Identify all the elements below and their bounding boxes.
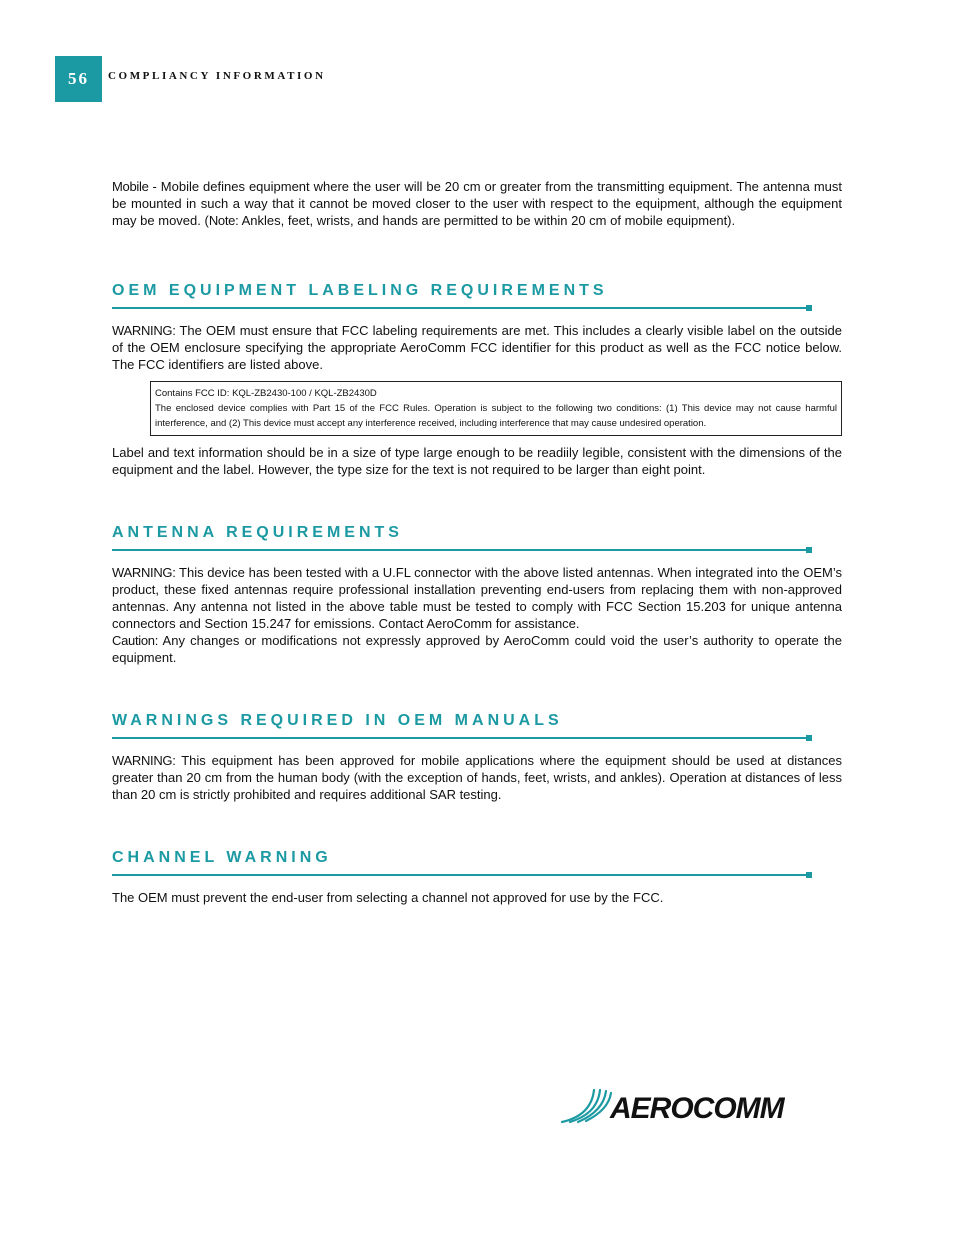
section-rule: [112, 307, 809, 309]
fcc-notice: The enclosed device complies with Part 15 of the FCC Rules. Operation is subject to the following two conditions: (1) This device may not cause harmful interference, and (2) This device must accept any interference received, including interference that may cause undesired operation.: [155, 403, 837, 429]
logo-wordmark: AEROCOMM: [610, 1092, 784, 1125]
section-rule: [112, 737, 809, 739]
section-rule: [112, 549, 809, 551]
section-rule: [112, 874, 809, 876]
warning-paragraph: [112, 752, 842, 803]
page-content: [112, 178, 842, 906]
warning-text: This equipment has been approved for mobile applications where the equipment should be used at distances greater than 20 cm from the human body (with the exception of hands, feet, wrists, and ankles). Operation at distances of less than 20 cm is strictly prohibited and requires additional SAR testing.: [112, 753, 842, 802]
note-text: : Ankles, feet, wrists, and hands are permitted to be within 20 cm of mobile equipment).: [235, 213, 736, 228]
running-title: COMPLIANCY INFORMATION: [108, 70, 326, 82]
warning-lead: WARNING:: [112, 565, 176, 580]
logo-swoosh-icon: [562, 1090, 611, 1122]
section-channel-warning: [112, 848, 842, 906]
fcc-id-line: Contains FCC ID: KQL-ZB2430-100 / KQL-ZB2430D: [155, 388, 377, 399]
caution-text: Any changes or modifications not expressly approved by AeroComm could void the user’s authority to operate the equipment.: [112, 633, 842, 665]
label-size-paragraph: Label and text information should be in a size of type large enough to be readiily legible, consistent with the dimensions of the equipment and the label. However, the type size for the text is not required to be larger than eight point.: [112, 445, 842, 477]
section-oem-labeling: [112, 281, 842, 478]
warning-paragraph: [112, 322, 842, 373]
page-number: 56: [68, 69, 89, 88]
section-title: ANTENNA REQUIREMENTS: [112, 524, 403, 541]
note-lead: Note: [208, 213, 236, 228]
warning-text: This device has been tested with a U.FL connector with the above listed antennas. When integrated into the OEM’s product, these fixed antennas require professional installation preventing end-users from replacing them with non-approved antennas. Any antenna not listed in the above table must be tested to comply with FCC Section 15.203 for unique antenna connectors and Section 15.247 for emissions. Contact AeroComm for assistance.: [112, 565, 842, 631]
warning-lead: WARNING:: [112, 323, 176, 338]
section-title: WARNINGS REQUIRED IN OEM MANUALS: [112, 712, 563, 729]
fcc-label-box: [150, 381, 842, 436]
mobile-definition: [112, 178, 842, 229]
aerocomm-logo: [560, 1084, 835, 1126]
warning-paragraph: [112, 564, 842, 632]
caution-paragraph: [112, 632, 842, 666]
warning-lead: WARNING:: [112, 753, 176, 768]
page-number-tab: [55, 56, 102, 102]
channel-warning-text: The OEM must prevent the end-user from selecting a channel not approved for use by the FCC.: [112, 890, 664, 905]
section-title: OEM EQUIPMENT LABELING REQUIREMENTS: [112, 282, 608, 299]
section-title: CHANNEL WARNING: [112, 849, 332, 866]
section-antenna-requirements: [112, 523, 842, 666]
warning-text: The OEM must ensure that FCC labeling requirements are met. This includes a clearly visible label on the outside of the OEM enclosure specifying the appropriate AeroComm FCC identifier for this product as well as the FCC notice below. The FCC identifiers are listed above.: [112, 323, 842, 372]
section-oem-manual-warnings: [112, 711, 842, 803]
mobile-text: - Mobile defines equipment where the user will be 20 cm or greater from the transmitting equipment. The antenna must be mounted in such a way that it cannot be moved closer to the user with respect to the equipment, although the equipment may be moved. (: [112, 179, 842, 228]
mobile-lead: Mobile: [112, 179, 149, 194]
caution-lead: Caution:: [112, 633, 159, 648]
